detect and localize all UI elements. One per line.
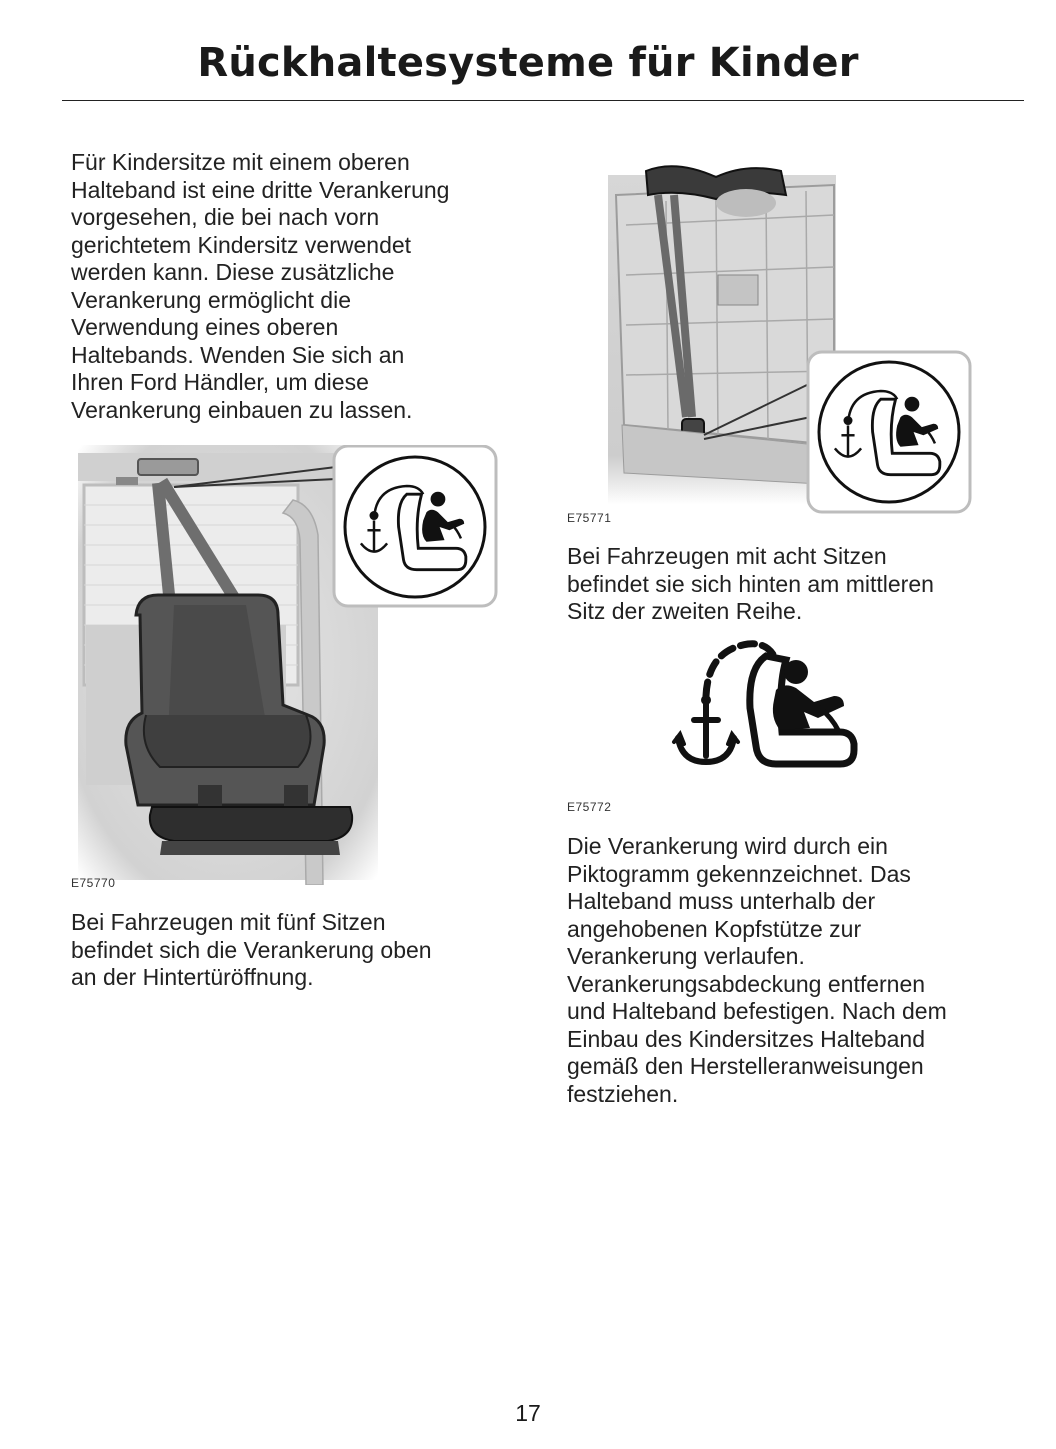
intro-paragraph: Für Kindersitze mit einem oberen Halteband ist eine dritte Verankerung vorgesehen, die bei nach vorn gerichtetem Kindersitz verwendet werden kann. Diese zusätzliche Verankerung ermöglicht die Verwendung eines oberen Haltebands. Wenden Sie sich an Ihren Ford Händler, um diese Verankerung einbauen zu lassen. — [71, 149, 450, 423]
tether-anchor-pictogram-icon — [668, 638, 863, 773]
page-title: Rückhaltesysteme für Kinder — [197, 40, 859, 86]
second-row-middle-seat-illustration — [606, 155, 972, 517]
figure-code-e75770: E75770 — [71, 876, 116, 890]
figure-code-e75772: E75772 — [567, 800, 612, 814]
five-seat-caption: Bei Fahrzeugen mit fünf Sitzen befindet sich die Verankerung oben an der Hintertüröffnung. — [71, 909, 432, 990]
pictogram-paragraph: Die Verankerung wird durch ein Piktogramm gekennzeichnet. Das Halteband muss unterhalb der angehobenen Kopfstütze zur Verankerung verlaufen. Verankerungsabdeckung entfernen und Halteband befestigen. Nach dem Einbau des Kindersitzes Halteband gemäß den Herstelleranweisungen festziehen. — [567, 833, 947, 1107]
figure-anchor-pictogram — [668, 638, 863, 773]
page-number: 17 — [515, 1400, 541, 1426]
figure-eight-seat-vehicle — [606, 155, 972, 517]
figure-code-e75771: E75771 — [567, 511, 612, 525]
eight-seat-paragraph: Bei Fahrzeugen mit acht Sitzen befindet sie sich hinten am mittleren Sitz der zweiten Reihe. — [567, 543, 934, 624]
title-divider — [62, 100, 1024, 101]
child-seat-rear-door-illustration — [78, 445, 498, 885]
figure-five-seat-vehicle — [78, 445, 498, 885]
